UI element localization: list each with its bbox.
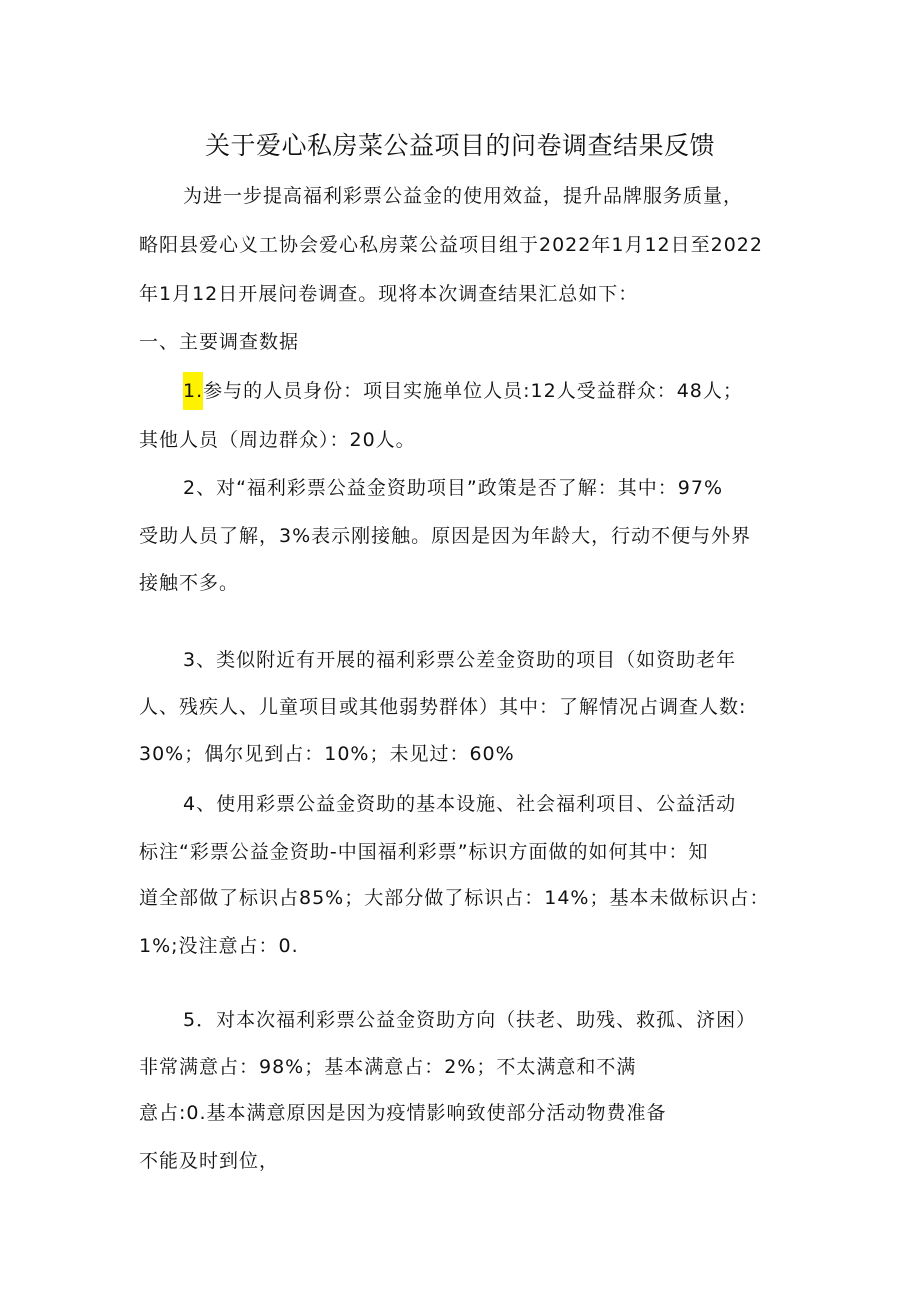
item-3-line-3: 30%；偶尔见到占：10%；未见过：60%	[139, 743, 515, 765]
item-4-line-3: 道全部做了标识占85%；大部分做了标识占：14%；基本未做标识占：	[139, 887, 770, 909]
item-5-line-2: 非常满意占：98%；基本满意占：2%；不太满意和不满	[139, 1056, 637, 1078]
item-5-line-1: 5．对本次福利彩票公益金资助方向（扶老、助残、救孤、济困）	[183, 1009, 757, 1031]
item-1-number-highlight: 1.	[183, 372, 203, 410]
item-2-line-2: 受助人员了解，3%表示刚接触。原因是因为年龄大，行动不便与外界	[139, 525, 752, 547]
item-1-text: 参与的人员身份：项目实施单位人员:12人受益群众：48人；	[203, 380, 743, 402]
intro-line-1: 为进一步提高福利彩票公益金的使用效益，提升品牌服务质量，	[183, 185, 744, 207]
item-5-line-4: 不能及时到位，	[139, 1150, 280, 1172]
item-4-line-2: 标注“彩票公益金资助-中国福利彩票”标识方面做的如何其中：知	[139, 841, 709, 863]
item-5-line-3: 意占:0.基本满意原因是因为疫情影响致使部分活动物费准备	[139, 1102, 667, 1124]
item-3-line-1: 3、类似附近有开展的福利彩票公差金资助的项目（如资助老年	[183, 649, 737, 671]
item-4-line-4: 1%;没注意占：0.	[139, 935, 299, 957]
item-3-line-2: 人、残疾人、儿童项目或其他弱势群体）其中：了解情况占调查人数:	[139, 696, 747, 718]
intro-line-3: 年1月12日开展问卷调查。现将本次调查结果汇总如下：	[139, 283, 639, 305]
item-2-line-1: 2、对“福利彩票公益金资助项目”政策是否了解：其中：97%	[183, 477, 724, 499]
item-4-line-1: 4、使用彩票公益金资助的基本设施、社会福利项目、公益活动	[183, 793, 737, 815]
section-heading: 一、主要调查数据	[139, 331, 300, 353]
item-1-line-1	[183, 378, 743, 404]
intro-line-2: 略阳县爱心义工协会爱心私房菜公益项目组于2022年1月12日至2022	[139, 234, 763, 256]
document-title: 关于爱心私房菜公益项目的问卷调查结果反馈	[204, 131, 715, 160]
item-2-line-3: 接触不多。	[139, 572, 240, 594]
item-1-line-2: 其他人员（周边群众）：20人。	[139, 429, 416, 451]
